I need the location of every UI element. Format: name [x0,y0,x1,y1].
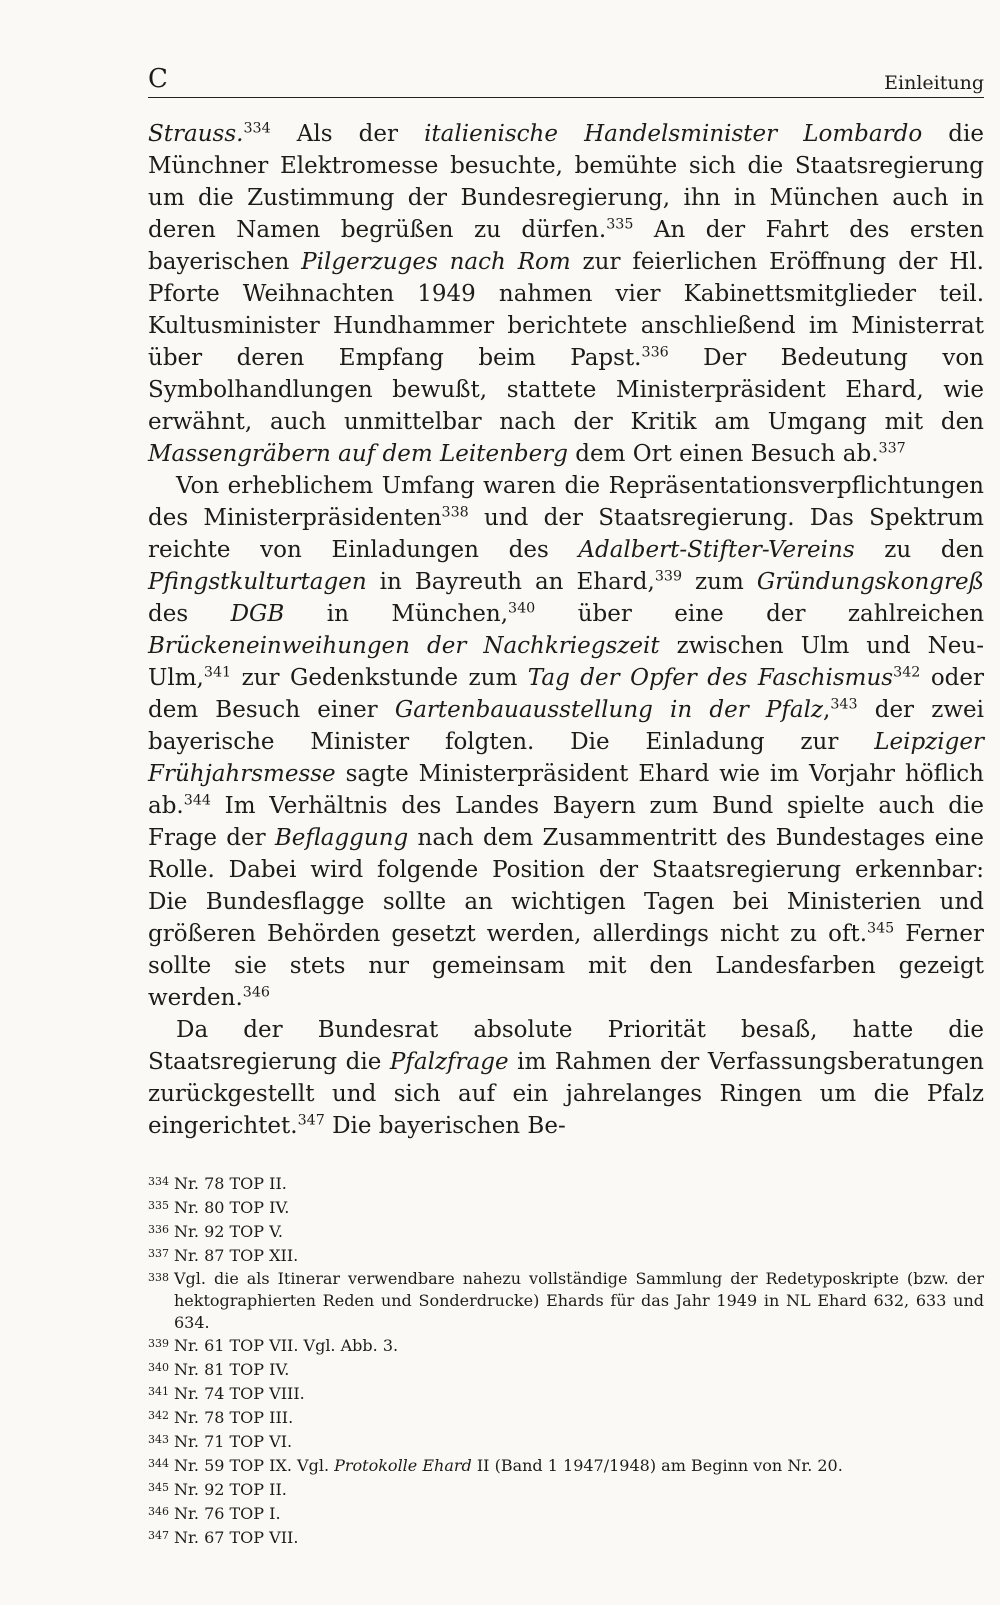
footnote-item [148,1172,984,1196]
italic-text: Strauss. [148,121,244,147]
italic-text: Gartenbauausstellung in der Pfalz [394,697,824,723]
paragraph-2 [148,470,984,1014]
text-run: sagte Ministerpräsident Ehard wie im Vorjahr höflich ab. [148,761,984,819]
footnote-text [174,1172,984,1196]
footnote-number: 335 [148,1199,169,1212]
paragraph-3 [148,1014,984,1142]
italic-text: Pfalzfrage [389,1049,509,1075]
text-run: An der Fahrt des ersten bayerischen [148,217,985,275]
footnote-item [148,1502,984,1526]
footnote-ref: 341 [203,664,232,681]
footnote-text [174,1268,984,1334]
footnote-item [148,1244,984,1268]
footnote-item [148,1220,984,1244]
text-run: Nr. 76 TOP I. [174,1504,281,1523]
footnote-item [148,1478,984,1502]
text-run: in Bayreuth an Ehard, [366,569,655,595]
italic-text: Brückeneinweihungen der Nachkriegszeit [148,633,660,659]
footnote-text [174,1430,984,1454]
text-run: und der Staatsregierung. Das Spektrum reichte von Einladungen des [148,505,984,563]
text-run: zur feierlichen Eröffnung der Hl. Pforte Weihnachten 1949 nahmen vier Kabinettsmitglieder teil. Kultusminister Hundhammer berichtete anschließend im Ministerrat über deren Empfang beim Papst. [148,249,984,371]
text-run: der zwei bayerische Minister folgten. Die Einladung zur [148,697,984,755]
text-run: zwischen Ulm und Neu-Ulm, [148,633,984,691]
text-run: Von erheblichem Umfang waren die Repräsentationsverpflichtungen des Ministerpräsidenten [148,473,984,531]
text-run: Nr. 67 TOP VII. [174,1528,299,1547]
footnote-text [174,1406,984,1430]
text-run: die Münchner Elektromesse besuchte, bemühte sich die Staatsregierung um die Zustimmung der Bundesregierung, ihn in München auch in deren Namen begrüßen zu dürfen. [148,121,984,243]
document-page [148,56,984,1550]
footnote-number: 337 [148,1247,169,1260]
italic-text: Pfingstkulturtagen [148,569,367,595]
running-title: Einleitung [884,72,984,94]
footnote-item [148,1196,984,1220]
italic-text: Tag der Opfer des Faschismus [527,665,894,691]
text-run: dem Ort einen Besuch ab. [567,441,879,467]
text-run: Ferner sollte sie stets nur gemeinsam mit den Landesfarben gezeigt werden. [148,921,984,1011]
footnote-number: 336 [148,1223,169,1236]
footnote-number: 346 [148,1505,169,1518]
text-run: über eine der zahlreichen [535,601,985,627]
text-run: Nr. 74 TOP VIII. [174,1384,305,1403]
italic-text: Massengräbern auf dem Leitenberg [148,441,568,467]
text-run: in München, [284,601,509,627]
italic-text: Beflaggung [274,825,409,851]
footnote-item [148,1382,984,1406]
text-run: Die bayerischen Be- [324,1113,566,1139]
footnote-ref: 347 [297,1112,325,1129]
footnote-ref: 346 [242,984,270,1001]
footnote-text [174,1358,984,1382]
footnote-ref: 334 [243,120,271,137]
footnote-number: 345 [148,1481,169,1494]
footnote-ref: 337 [878,440,906,457]
footnote-ref: 343 [830,696,858,713]
footnote-number: 338 [148,1271,169,1284]
text-run: II (Band 1 1947/1948) am Beginn von Nr. 20. [471,1456,843,1475]
footnote-number: 340 [148,1361,169,1374]
text-run: Vgl. die als Itinerar verwendbare nahezu vollständige Sammlung der Redetyposkripte (bzw. der hektographierten Reden und Sonderdrucke) Ehards für das Jahr 1949 in NL Ehard 632, 633 und 634. [174,1269,984,1332]
footnote-text [174,1526,984,1550]
footnote-item [148,1454,984,1478]
footnote-ref: 340 [508,600,536,617]
text-run: Nr. 92 TOP V. [174,1222,283,1241]
footnote-text [174,1382,984,1406]
footnote-text [174,1454,984,1478]
text-run: Im Verhältnis des Landes Bayern zum Bund spielte auch die Frage der [148,793,984,851]
italic-text: Pilgerzuges nach Rom [301,249,571,275]
text-run: Der Bedeutung von Symbolhandlungen bewußt, stattete Ministerpräsident Ehard, wie erwähnt, auch unmittelbar nach der Kritik am Umgang mit den [148,345,984,435]
footnote-text [174,1502,984,1526]
italic-text: Gründungskongreß [756,569,984,595]
text-run: im Rahmen der Verfassungsberatungen zurückgestellt und sich auf ein jahrelanges Ringen um die Pfalz eingerichtet. [148,1049,984,1139]
paragraph-1 [148,118,984,470]
footnote-text [174,1334,984,1358]
footnote-item [148,1358,984,1382]
italic-text: Protokolle Ehard [334,1456,472,1475]
footnote-text [174,1220,984,1244]
text-run: nach dem Zusammentritt des Bundestages eine Rolle. Dabei wird folgende Position der Staatsregierung erkennbar: Die Bundesflagge sollte an wichtigen Tagen bei Ministerien und größeren Behörden gesetzt werden, allerdings nicht zu oft. [148,825,985,947]
footnote-number: 339 [148,1337,169,1350]
text-run: Da der Bundesrat absolute Priorität besaß, hatte die Staatsregierung die [148,1017,984,1075]
italic-text: Adalbert-Stifter-Vereins [578,537,855,563]
footnote-item [148,1430,984,1454]
footnote-number: 347 [148,1529,169,1542]
text-run: Nr. 80 TOP IV. [174,1198,290,1217]
text-run: zum [682,569,757,595]
italic-text: italienische Handelsminister Lombardo [424,121,923,147]
text-run: Nr. 78 TOP II. [174,1174,287,1193]
footnote-ref: 335 [606,216,634,233]
text-run: Als der [270,121,425,147]
footnotes [148,1172,984,1550]
footnote-item [148,1334,984,1358]
footnote-item [148,1406,984,1430]
text-run: zu den [854,537,984,563]
footnote-number: 334 [148,1175,169,1188]
footnote-number: 341 [148,1385,169,1398]
footnote-text [174,1478,984,1502]
page-header [148,56,984,98]
text-run: Nr. 81 TOP IV. [174,1360,290,1379]
footnote-ref: 345 [867,920,895,937]
text-run: Nr. 78 TOP III. [174,1408,294,1427]
footnote-number: 344 [148,1457,169,1470]
text-run: Nr. 59 TOP IX. Vgl. [174,1456,335,1475]
footnote-ref: 339 [654,568,683,585]
footnote-ref: 336 [641,344,669,361]
footnote-number: 342 [148,1409,169,1422]
footnote-text [174,1196,984,1220]
body-text [148,118,984,1142]
text-run: Nr. 71 TOP VI. [174,1432,293,1451]
footnote-number: 343 [148,1433,169,1446]
footnote-item [148,1268,984,1334]
text-run: oder dem Besuch einer [148,665,984,723]
italic-text: Leipziger Frühjahrsmesse [148,729,984,787]
text-run: Nr. 92 TOP II. [174,1480,287,1499]
page-number: C [148,64,169,94]
footnote-ref: 344 [183,792,211,809]
text-run: , [823,697,831,723]
text-run: des [148,601,231,627]
footnote-item [148,1526,984,1550]
footnote-ref: 342 [893,664,921,681]
footnote-ref: 338 [441,504,469,521]
text-run: Nr. 87 TOP XII. [174,1246,299,1265]
footnote-text [174,1244,984,1268]
italic-text: DGB [230,601,285,627]
text-run: Nr. 61 TOP VII. Vgl. Abb. 3. [174,1336,399,1355]
text-run: zur Gedenkstunde zum [231,665,528,691]
